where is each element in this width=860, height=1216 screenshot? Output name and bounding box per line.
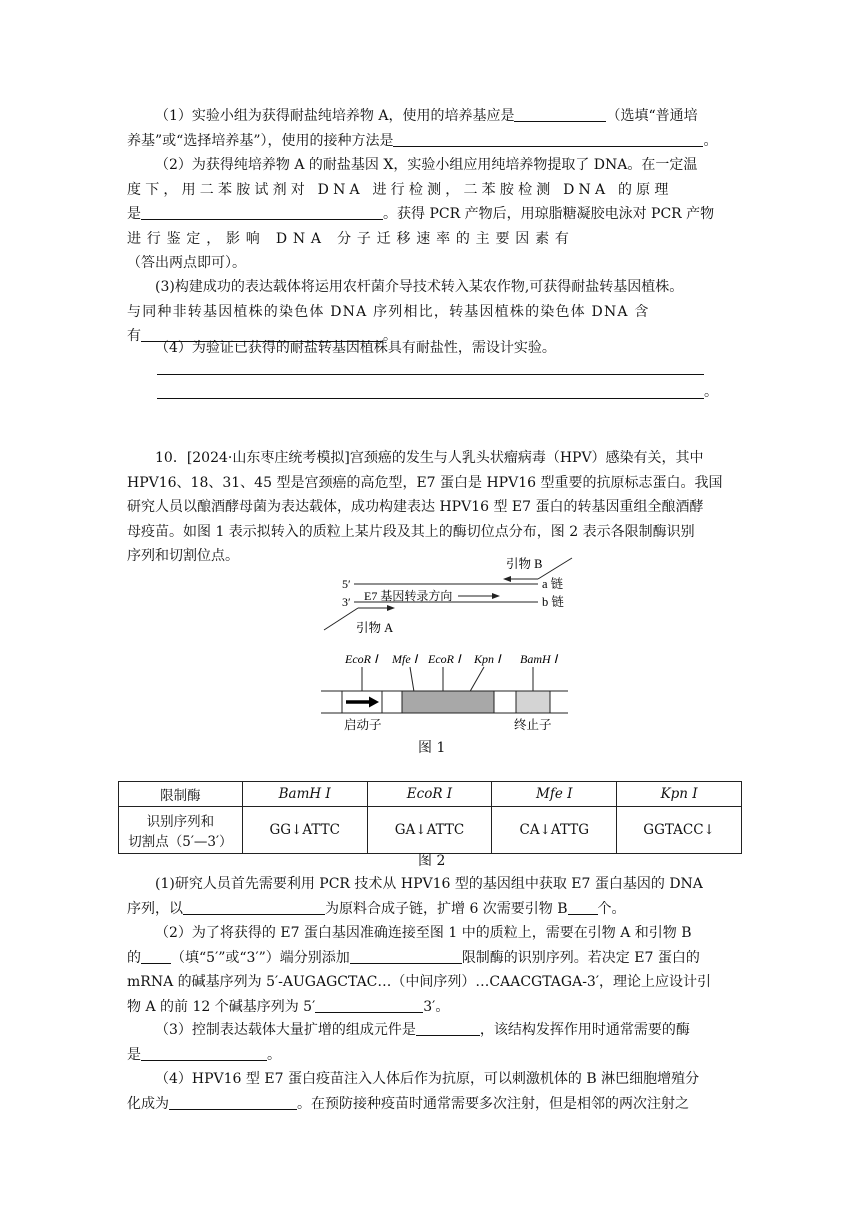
sequence-kpni: GGTACC↓: [617, 807, 742, 854]
table-row: [119, 807, 742, 854]
primer-b-label: 引物 B: [506, 557, 543, 571]
enzyme-bamhi: BamH Ⅰ: [242, 782, 367, 807]
strand-b-label: b 链: [542, 595, 564, 609]
primer-a-arrow: [387, 605, 395, 611]
primer-b-arrow: [503, 576, 511, 582]
q10-part1: (1)研究人员首先需要利用 PCR 技术从 HPV16 型的基因组中获取 E7 蛋白基因的 DNA 序列，以 为原料合成子链，扩增 6 次需要引物 B 个。: [127, 876, 703, 917]
q9-part2: （2）为获得纯培养物 A 的耐盐基因 X，实验小组应用纯培养物提取了 DNA。在一定温 度下，用二苯胺试剂对 DNA 进行检测，二苯胺检测 DNA 的原理 是 。获得 PCR 产物后，用琼脂糖凝胶电泳对 PCR 产物 进行鉴定，影响 DNA 分子迁移速率的主要因素有 （答出两点即可）。: [127, 157, 715, 271]
three-prime-label: 3′: [342, 595, 351, 609]
promoter-label: 启动子: [344, 718, 382, 732]
q9-part4: （4）为验证已获得的耐盐转基因植株具有耐盐性，需设计实验。: [155, 340, 556, 356]
insert-region-box: [402, 691, 494, 713]
primer-b-tail: [538, 558, 572, 579]
answer-line-2[interactable]: [157, 398, 704, 399]
q9-part1: （1）实验小组为获得耐盐纯培养物 A，使用的培养基应是 （选填“普通培 养基”或“选择培养基”），使用的接种方法是 。: [127, 108, 718, 149]
strand-a-label: a 链: [542, 577, 564, 591]
answer-blank[interactable]: [141, 205, 383, 220]
figure-1-caption: 图 1: [418, 740, 446, 756]
spacer-box-2: [494, 691, 516, 713]
answer-blank[interactable]: [315, 998, 423, 1013]
figure-1-diagram: [300, 555, 590, 740]
table-header-row: [119, 782, 742, 807]
primer-a-tail: [324, 608, 358, 630]
answer-line-end: 。: [704, 384, 718, 400]
site-ecori-1-label: EcoR Ⅰ: [345, 652, 378, 666]
answer-blank[interactable]: [141, 949, 171, 964]
row-label: 识别序列和 切割点（5′—3′）: [119, 807, 243, 854]
answer-blank[interactable]: [514, 107, 606, 122]
figure-1: [300, 555, 590, 755]
answer-blank[interactable]: [169, 1095, 297, 1110]
answer-blank[interactable]: [393, 132, 703, 147]
spacer-box-1: [382, 691, 402, 713]
answer-blank[interactable]: [416, 1021, 480, 1036]
q9-part3: (3)构建成功的表达载体将运用农杆菌介导技术转入某农作物,可获得耐盐转基因植株。 与同种非转基因植株的染色体 DNA 序列相比，转基因植株的染色体 DNA 含 有 。: [127, 279, 684, 344]
answer-blank[interactable]: [350, 949, 462, 964]
site-bamhi-label: BamH Ⅰ: [520, 652, 558, 666]
answer-line-1[interactable]: [157, 374, 704, 375]
five-prime-label: 5′: [342, 577, 351, 591]
enzyme-mfei: Mfe Ⅰ: [492, 782, 617, 807]
primer-a-label: 引物 A: [356, 621, 394, 635]
answer-blank[interactable]: [141, 1046, 267, 1061]
q10-intro: 10．[2024·山东枣庄统考模拟]宫颈癌的发生与人乳头状瘤病毒（HPV）感染有关，其中 HPV16、18、31、45 型是宫颈癌的高危型，E7 蛋白是 HPV16 型重要的抗原标志蛋白。我国 研究人员以酿酒酵母菌为表达载体，成功构建表达 HPV16 型 E7 蛋白的转基因重组全酿酒酵 母疫苗。如图 1 表示拟转入的质粒上某片段及其上的酶切位点分布，图 2 表示各限制酶识别 序列和切割位点。: [127, 450, 723, 564]
enzyme-table: [118, 781, 742, 854]
terminator-box: [516, 691, 550, 713]
enzyme-ecori: EcoR Ⅰ: [367, 782, 492, 807]
site-mfei-label: Mfe Ⅰ: [392, 652, 418, 666]
figure-2-caption: 图 2: [418, 853, 446, 869]
table-header-label: 限制酶: [119, 782, 243, 807]
site-ecori-2-label: EcoR Ⅰ: [428, 652, 461, 666]
transcription-label: E7 基因转录方向: [364, 589, 453, 603]
answer-blank[interactable]: [183, 900, 325, 915]
sequence-bamhi: GG↓ATTC: [242, 807, 367, 854]
q10-part4: （4）HPV16 型 E7 蛋白疫苗注入人体后作为抗原，可以刺激机体的 B 淋巴细胞增殖分 化成为 。在预防接种疫苗时通常需要多次注射，但是相邻的两次注射之: [127, 1071, 700, 1112]
terminator-label: 终止子: [514, 718, 552, 732]
q10-part2: （2）为了将获得的 E7 蛋白基因准确连接至图 1 中的质粒上，需要在引物 A 和引物 B 的 （填“5′”或“3′”）端分别添加 限制酶的识别序列。若决定 E7 蛋白的 mRNA 的碱基序列为 5′-AUGAGCTAC…（中间序列）…CAACGTAGA-3′，理论上应设计引 物 A 的前 12 个碱基序列为 5′ 3′。: [127, 925, 712, 1015]
answer-blank[interactable]: [568, 900, 598, 915]
enzyme-kpni: Kpn Ⅰ: [617, 782, 742, 807]
sequence-mfei: CA↓ATTG: [492, 807, 617, 854]
transcription-arrow-head: [492, 593, 500, 599]
q10-part3: （3）控制表达载体大量扩增的组成元件是 ，该结构发挥作用时通常需要的酶 是 。: [127, 1022, 690, 1063]
site-kpni-label: Kpn Ⅰ: [474, 652, 501, 666]
sequence-ecori: GA↓ATTC: [367, 807, 492, 854]
